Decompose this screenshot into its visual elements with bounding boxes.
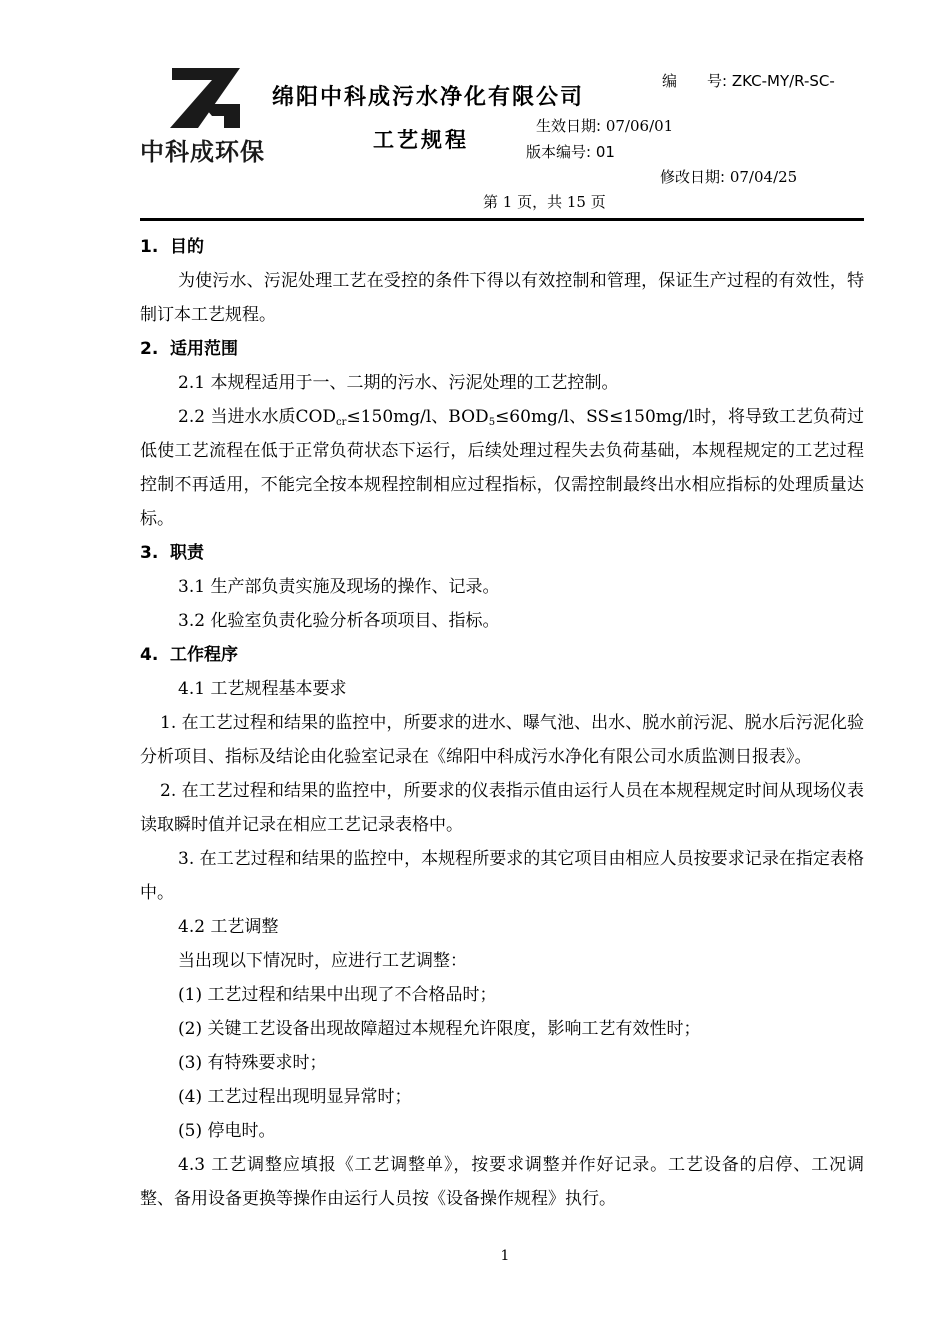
section-heading: 2. 适用范围 [140, 339, 238, 359]
page-number: 1 [500, 1248, 510, 1264]
logo-text: 中科成环保 [140, 138, 265, 166]
list-item: (4) 工艺过程出现明显异常时； [178, 1087, 412, 1107]
list-item: (5) 停电时。 [178, 1121, 276, 1141]
paragraph: 4.3 工艺调整应填报《工艺调整单》，按要求调整并作好记录。工艺设备的启停、工况调整、备用设备更换等操作由运行人员按《设备操作规程》执行。 [140, 1155, 864, 1209]
paragraph: 为使污水、污泥处理工艺在受控的条件下得以有效控制和管理，保证生产过程的有效性，特制订本工艺规程。 [140, 271, 864, 325]
subsection-heading: 4.1 工艺规程基本要求 [178, 679, 347, 699]
effective-date [536, 115, 673, 136]
modified-date [660, 166, 797, 187]
section-heading: 4. 工作程序 [140, 645, 238, 665]
list-item: 1. 在工艺过程和结果的监控中，所要求的进水、曝气池、出水、脱水前污泥、脱水后污泥化验分析项目、指标及结论由化验室记录在《绵阳中科成污水净化有限公司水质监测日报表》。 [140, 713, 864, 767]
company-name: 绵阳中科成污水净化有限公司 [272, 85, 585, 110]
paragraph: 当出现以下情况时，应进行工艺调整： [178, 951, 467, 971]
list-item: (3) 有特殊要求时； [178, 1053, 327, 1073]
paragraph: 3.2 化验室负责化验分析各项项目、指标。 [178, 611, 500, 631]
company-logo-icon [168, 68, 244, 128]
header-divider [140, 218, 864, 221]
list-item: 3. 在工艺过程和结果的监控中，本规程所要求的其它项目由相应人员按要求记录在指定表格中。 [140, 849, 864, 903]
paragraph: 2.1 本规程适用于一、二期的污水、污泥处理的工艺控制。 [178, 373, 619, 393]
doc-number-value: ZKC-MY/R-SC- [731, 72, 835, 90]
doc-number [662, 70, 835, 91]
document-title: 工艺规程 [373, 128, 469, 152]
list-item: 2. 在工艺过程和结果的监控中，所要求的仪表指示值由运行人员在本规程规定时间从现场仪表读取瞬时值并记录在相应工艺记录表格中。 [140, 781, 864, 835]
modified-date-label: 修改日期: [660, 168, 726, 186]
version-label: 版本编号: [526, 143, 592, 161]
page-info: 第 1 页，共 15 页 [483, 193, 606, 211]
version-number [526, 141, 615, 162]
modified-date-value: 07/04/25 [729, 168, 798, 186]
subsection-heading: 4.2 工艺调整 [178, 917, 279, 937]
list-item: (2) 关键工艺设备出现故障超过本规程允许限度，影响工艺有效性时； [178, 1019, 701, 1039]
list-item: (1) 工艺过程和结果中出现了不合格品时； [178, 985, 497, 1005]
section-heading: 3. 职责 [140, 543, 204, 563]
paragraph: 2.2 当进水水质$COD_{cr}\le 150mg/l$、$BOD_5\le 60mg/l$、SS≤150mg/l时，将导致工艺负荷过低使工艺流程在低于正常负荷状态下运行，后续处理过程失去负荷基础，本规程规定的工艺过程控制不再适用，不能完全按本规程控制相应过程指标，仅需控制最终出水相应指标的处理质量达标。 [140, 407, 865, 529]
section-heading: 1. 目的 [140, 237, 204, 257]
version-value: 01 [595, 143, 615, 161]
effective-date-label: 生效日期: [536, 117, 602, 135]
doc-number-label: 编 号: [662, 72, 728, 90]
document-body [140, 230, 864, 1216]
effective-date-value: 07/06/01 [605, 117, 674, 135]
paragraph: 3.1 生产部负责实施及现场的操作、记录。 [178, 577, 500, 597]
